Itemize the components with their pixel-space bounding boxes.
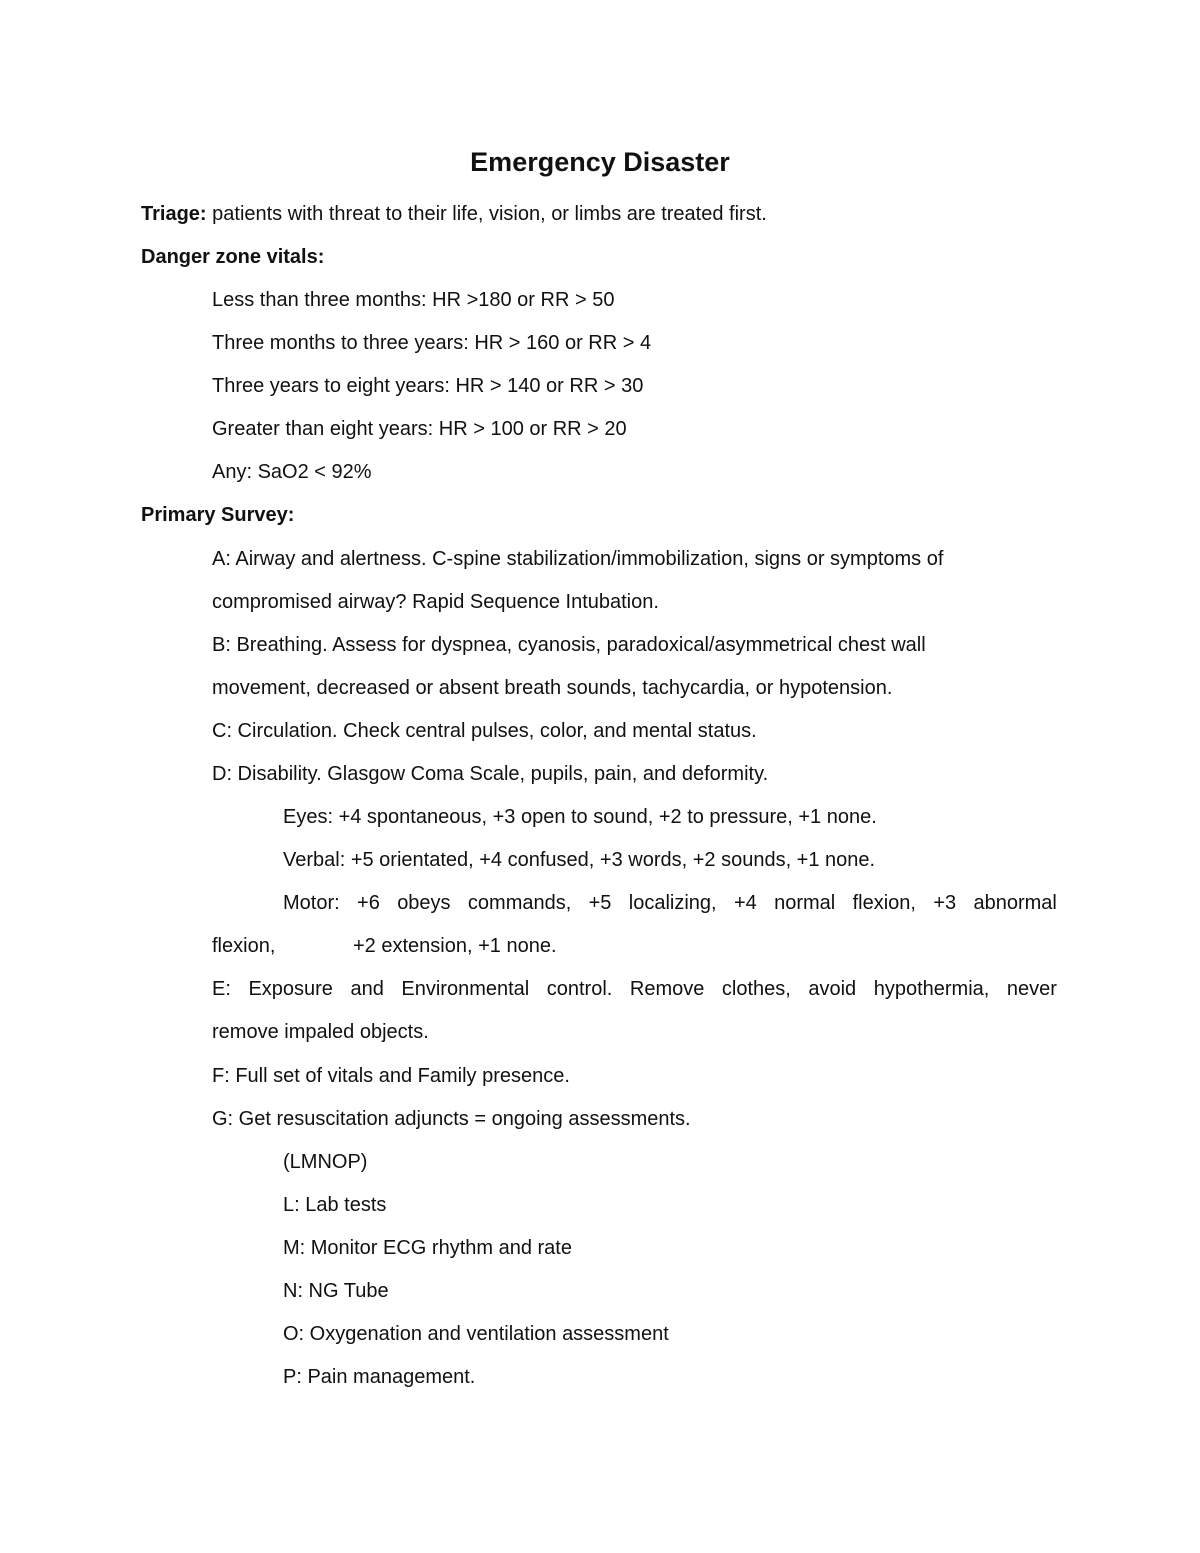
justified-word: +6 [357, 892, 380, 914]
lmnop-item: L: Lab tests [283, 1194, 387, 1216]
survey-b-line-1: B: Breathing. Assess for dyspnea, cyanosis, paradoxical/asymmetrical chest wall [212, 634, 926, 656]
survey-e-line-2: remove impaled objects. [212, 1021, 429, 1043]
justified-word: obeys [397, 892, 451, 914]
triage-label: Triage: [141, 203, 207, 225]
justified-word: commands, [467, 892, 572, 914]
gcs-verbal-line: Verbal: +5 orientated, +4 confused, +3 words, +2 sounds, +1 none. [283, 849, 876, 871]
survey-f-line: F: Full set of vitals and Family presence. [212, 1065, 570, 1087]
lmnop-item: M: Monitor ECG rhythm and rate [283, 1237, 572, 1259]
justified-word: hypothermia, [873, 978, 990, 1000]
justified-word: normal [774, 892, 836, 914]
danger-zone-item: Greater than eight years: HR > 100 or RR > 20 [212, 418, 627, 440]
survey-a-line-2: compromised airway? Rapid Sequence Intubation. [212, 591, 659, 613]
survey-d-line: D: Disability. Glasgow Coma Scale, pupils, pain, and deformity. [212, 763, 769, 785]
document-title: Emergency Disaster [470, 147, 730, 177]
justified-word: Environmental [401, 978, 530, 1000]
danger-zone-item: Three years to eight years: HR > 140 or RR > 30 [212, 375, 644, 397]
survey-c-line: C: Circulation. Check central pulses, color, and mental status. [212, 720, 757, 742]
justified-word: never [1006, 978, 1057, 1000]
justified-word: abnormal [973, 892, 1057, 914]
justified-word: Exposure [248, 978, 333, 1000]
gcs-eyes-line: Eyes: +4 spontaneous, +3 open to sound, +2 to pressure, +1 none. [283, 806, 877, 828]
survey-a-line-1: A: Airway and alertness. C-spine stabilization/immobilization, signs or symptoms of [212, 548, 944, 570]
triage-text: patients with threat to their life, vision, or limbs are treated first. [206, 203, 767, 225]
justified-word: and [350, 978, 384, 1000]
lmnop-item: O: Oxygenation and ventilation assessment [283, 1323, 669, 1345]
justified-word: clothes, [721, 978, 791, 1000]
gcs-motor-continuation-b: +2 extension, +1 none. [353, 935, 557, 957]
lmnop-item: P: Pain management. [283, 1366, 476, 1388]
danger-zone-heading: Danger zone vitals: [141, 246, 325, 268]
gcs-motor-continuation-a: flexion, [212, 935, 276, 957]
gcs-motor-line [283, 889, 1057, 917]
justified-word: +3 [933, 892, 957, 914]
justified-word: Motor: [283, 892, 340, 914]
justified-word: E: [212, 978, 231, 1000]
lmnop-item: N: NG Tube [283, 1280, 389, 1302]
justified-word: Remove [629, 978, 705, 1000]
justified-word: +4 [733, 892, 757, 914]
justified-word: +5 [588, 892, 612, 914]
justified-word: control. [546, 978, 613, 1000]
justified-word: localizing, [628, 892, 717, 914]
primary-survey-heading: Primary Survey: [141, 504, 295, 526]
triage-paragraph [141, 200, 767, 228]
danger-zone-item: Three months to three years: HR > 160 or RR > 4 [212, 332, 652, 354]
lmnop-heading: (LMNOP) [283, 1151, 368, 1173]
survey-b-line-2: movement, decreased or absent breath sounds, tachycardia, or hypotension. [212, 677, 893, 699]
justified-word: avoid [808, 978, 857, 1000]
justified-word: flexion, [852, 892, 916, 914]
danger-zone-item: Less than three months: HR >180 or RR > 50 [212, 289, 615, 311]
survey-g-line: G: Get resuscitation adjuncts = ongoing assessments. [212, 1108, 691, 1130]
survey-e-line-1 [212, 975, 1057, 1003]
danger-zone-item: Any: SaO2 < 92% [212, 461, 372, 483]
